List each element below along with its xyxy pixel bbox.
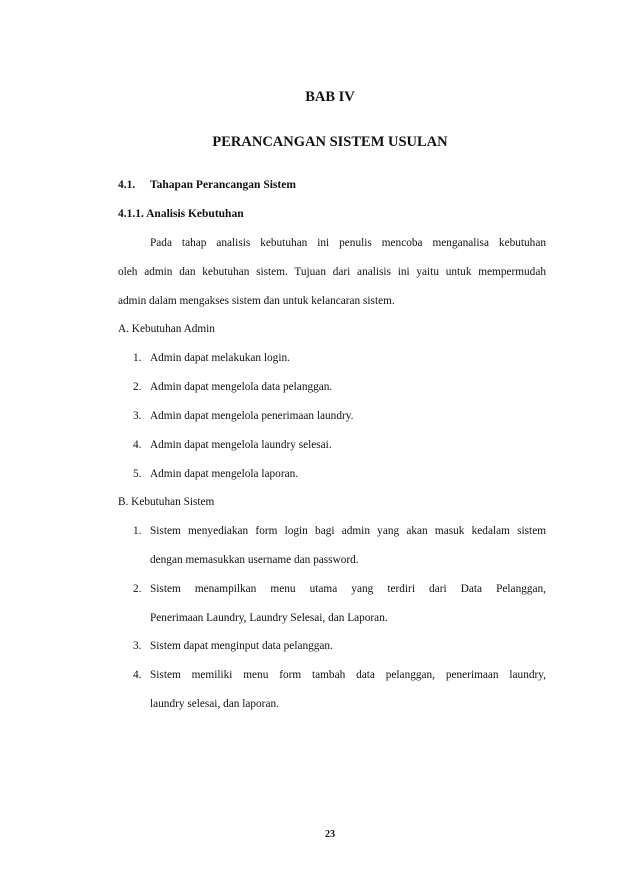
admin-item-text: Admin dapat melakukan login. (150, 352, 290, 364)
page-number: 23 (325, 829, 335, 840)
system-item-line: dengan memasukkan username dan password. (150, 554, 359, 566)
subsection-heading (118, 208, 244, 220)
system-heading: B. Kebutuhan Sistem (118, 496, 215, 508)
system-item-number: 1. (133, 525, 142, 537)
section-number: 4.1. (118, 179, 136, 191)
admin-item-number: 3. (133, 410, 142, 422)
intro-line-2: oleh admin dan kebutuhan sistem. Tujuan dari analisis ini yaitu untuk mempermudah (118, 266, 546, 278)
subsection-number: 4.1.1. (118, 208, 144, 220)
chapter-label: BAB IV (305, 89, 355, 105)
admin-item-number: 2. (133, 381, 142, 393)
system-item-line: Sistem memiliki menu form tambah data pelanggan, penerimaan laundry, (150, 669, 546, 681)
admin-heading: A. Kebutuhan Admin (118, 323, 215, 335)
admin-item-text: Admin dapat mengelola laundry selesai. (150, 439, 332, 451)
chapter-title: PERANCANGAN SISTEM USULAN (212, 134, 448, 150)
admin-item-number: 1. (133, 352, 142, 364)
admin-item-text: Admin dapat mengelola penerimaan laundry. (150, 410, 354, 422)
system-item-line: Sistem menampilkan menu utama yang terdiri dari Data Pelanggan, (150, 583, 546, 595)
admin-item-number: 5. (133, 468, 142, 480)
system-item-line: Penerimaan Laundry, Laundry Selesai, dan Laporan. (150, 612, 388, 624)
intro-line-3: admin dalam mengakses sistem dan untuk kelancaran sistem. (118, 295, 395, 307)
section-title: Tahapan Perancangan Sistem (150, 179, 296, 191)
admin-item-number: 4. (133, 439, 142, 451)
admin-item-text: Admin dapat mengelola data pelanggan. (150, 381, 333, 393)
system-item-number: 2. (133, 583, 142, 595)
intro-line-1: Pada tahap analisis kebutuhan ini penulis mencoba menganalisa kebutuhan (150, 237, 546, 249)
system-item-line: Sistem menyediakan form login bagi admin yang akan masuk kedalam sistem (150, 525, 546, 537)
system-item-line: Sistem dapat menginput data pelanggan. (150, 640, 333, 652)
system-item-number: 4. (133, 669, 142, 681)
system-item-number: 3. (133, 640, 142, 652)
subsection-title: Analisis Kebutuhan (146, 208, 244, 220)
admin-item-text: Admin dapat mengelola laporan. (150, 468, 299, 480)
system-item-line: laundry selesai, dan laporan. (150, 698, 279, 710)
